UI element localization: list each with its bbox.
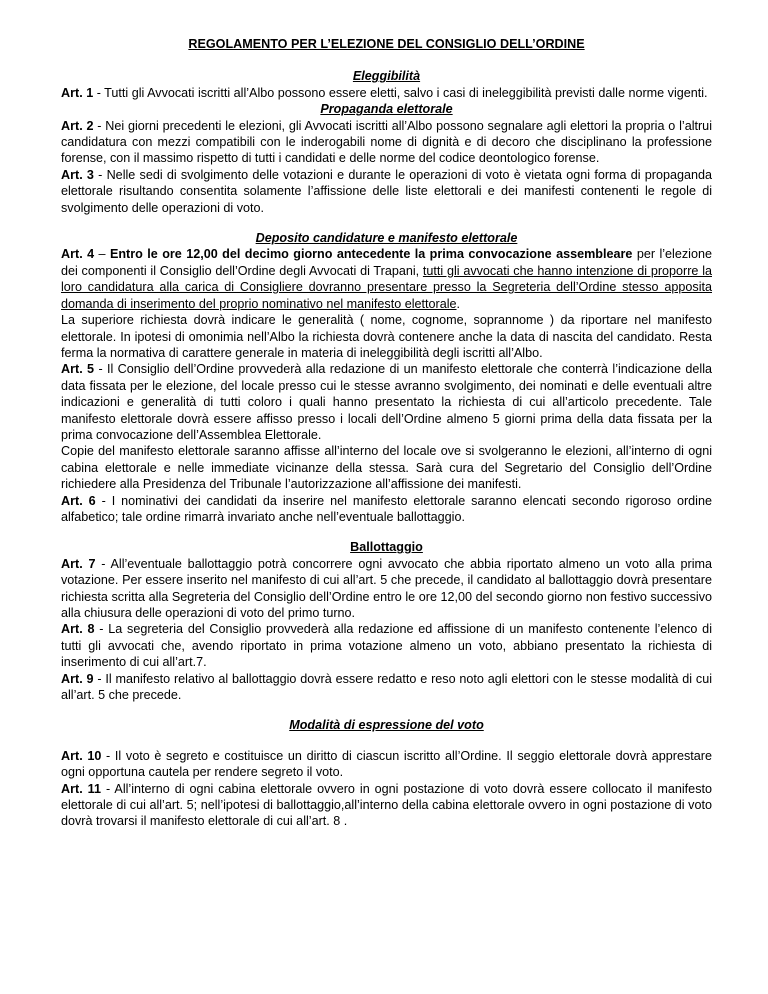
article-label: Art. 7: [61, 556, 96, 571]
article-label: Art. 9: [61, 671, 94, 686]
article-text: - Il Consiglio dell’Ordine provvederà alla redazione di un manifesto elettorale che conterrà l’indicazione della data fissata per le elezione, del locale presso cui le stesse avranno svolgimento, dei nominati e delle eventuali altre indicazioni e generalità di tutti coloro i quali hanno presentato la richiesta di cui all’articolo precedente. Tale manifesto elettorale dovrà essere affisso presso i locali dell’Ordine almeno 5 giorni prima della data fissata per la prima convocazione dell’Assemblea Elettorale.: [61, 362, 712, 442]
article-text: - All’interno di ogni cabina elettorale ovvero in ogni postazione di voto dovrà essere collocato il manifesto elettorale di cui all’art. 5; nell’ipotesi di ballottaggio,all’interno della cabina elettorale ovvero in ogni postazione di voto dovrà trovarsi il manifesto elettorale di cui all’art. 8 .: [61, 781, 712, 829]
article-10: [61, 748, 712, 781]
section-heading-eleggibilita: Eleggibilità: [352, 69, 421, 84]
section-heading-modalita: Modalità di espressione del voto: [289, 718, 484, 733]
article-11: [61, 781, 712, 830]
article-label: Art. 11: [61, 781, 101, 796]
article-2: [61, 118, 712, 167]
article-text: per l’elezione dei componenti il Consiglio dell’Ordine degli Avvocati di Trapani,: [61, 247, 712, 278]
article-1: [61, 85, 712, 101]
article-text: - Nei giorni precedenti le elezioni, gli Avvocati iscritti all’Albo possono segnalare agli elettori la propria o l’altrui candidatura con mezzi compatibili con le inderogabili nome di dignità e di decoro che disciplinano la professione forense, con il massimo rispetto di tutti i candidati e delle norme del codice deontologico forense.: [61, 118, 712, 166]
section-heading-propaganda: Propaganda elettorale: [320, 102, 453, 117]
article-6: [61, 493, 712, 526]
section-heading-deposito: Deposito candidature e manifesto elettorale: [255, 231, 518, 246]
article-text: - La segreteria del Consiglio provvederà alla redazione ed affissione di un manifesto contenente l’elenco di tutti gli avvocati che, avendo riportato in prima votazione almeno un voto, abbiano presentato la richiesta di inserimento di cui all’art.7.: [61, 622, 712, 670]
article-underlined-text: tutti gli avvocati che hanno intenzione di proporre la loro candidatura alla carica di Consigliere dovranno presentare presso la Segreteria dell’Ordine stesso apposita domanda di inserimento del proprio nominativo nel manifesto elettorale: [61, 263, 712, 311]
article-text: - Il manifesto relativo al ballottaggio dovrà essere redatto e reso noto agli elettori con le stesse modalità di cui all’art. 5 che precede.: [61, 671, 712, 703]
document-title: REGOLAMENTO PER L’ELEZIONE DEL CONSIGLIO DELL’ORDINE: [188, 37, 585, 51]
article-bold-text: Entro le ore 12,00 del decimo giorno antecedente la prima convocazione assembleare: [109, 247, 633, 262]
article-label: Art. 2: [61, 118, 94, 133]
section-heading-ballottaggio: Ballottaggio: [350, 540, 423, 555]
article-7: [61, 556, 712, 622]
article-label: Art. 8: [61, 622, 95, 637]
article-label: Art. 4: [61, 247, 95, 262]
article-3: [61, 167, 712, 216]
article-4-paragraph-2: La superiore richiesta dovrà indicare le generalità ( nome, cognome, soprannome ) da riportare nel manifesto elettorale. In ipotesi di omonimia nell’Albo la richiesta dovrà contenere anche la data di nascita del candidato. Resta ferma la normativa di carattere generale in materia di ineleggibilità degli iscritti all’Albo.: [61, 313, 712, 360]
article-5: [61, 361, 712, 443]
article-text: - Il voto è segreto e costituisce un diritto di ciascun iscritto all’Ordine. Il seggio elettorale dovrà apprestare ogni opportuna cautela per rendere segreto il voto.: [61, 748, 712, 780]
article-label: Art. 3: [61, 167, 94, 182]
article-label: Art. 5: [61, 362, 95, 377]
article-text: - Tutti gli Avvocati iscritti all’Albo possono essere eletti, salvo i casi di ineleggibilità previsti dalle norme vigenti.: [93, 85, 708, 100]
article-label: Art. 10: [61, 748, 102, 763]
article-9: [61, 671, 712, 704]
article-label: Art. 1: [61, 85, 94, 100]
article-4: [61, 246, 712, 312]
article-text: - Nelle sedi di svolgimento delle votazioni e durante le operazioni di voto è vietata ogni forma di propaganda elettorale risultando consentita solamente l’affissione delle liste elettorali e dei manifesti contenenti le regole di svolgimento delle operazioni di voto.: [61, 167, 712, 215]
article-dash: –: [94, 247, 110, 262]
article-8: [61, 621, 712, 670]
article-label: Art. 6: [61, 493, 96, 508]
article-text: - All’eventuale ballottaggio potrà concorrere ogni avvocato che abbia riportato almeno un voto alla prima votazione. Per essere inserito nel manifesto di cui all’art. 5 che precede, il candidato al ballottaggio dovrà presentare richiesta scritta alla Segreteria del Consiglio dell’Ordine entro le ore 12,00 del secondo giorno non festivo successivo alla chiusura delle operazioni di voto del primo turno.: [61, 556, 712, 620]
article-end: .: [456, 296, 461, 311]
article-5-paragraph-2: Copie del manifesto elettorale saranno affisse all’interno del locale ove si svolgeranno le elezioni, all’interno di ogni cabina elettorale e nelle immediate vicinanze della stessa. Sarà cura del Segretario del Consiglio dell’Ordine richiedere alla Presidenza del Tribunale l’autorizzazione all’affissione dei manifesti.: [61, 444, 712, 492]
article-text: - I nominativi dei candidati da inserire nel manifesto elettorale saranno elencati secondo rigoroso ordine alfabetico; tale ordine rimarrà invariato anche nell’eventuale ballottaggio.: [61, 493, 712, 524]
